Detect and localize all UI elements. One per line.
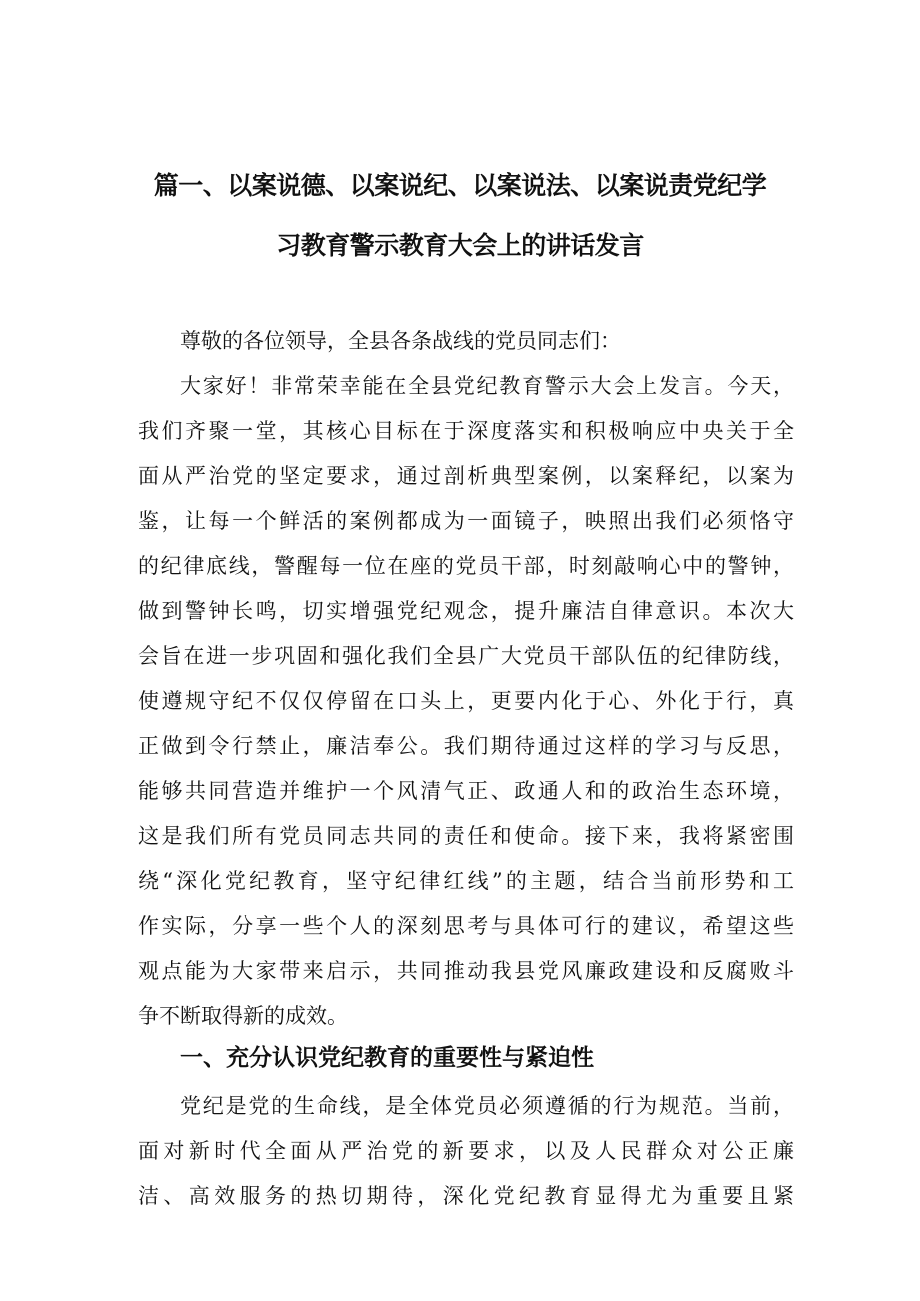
paragraph-line: 能够共同营造并维护一个风清气正、政通人和的政治生态环境， xyxy=(138,779,794,803)
paragraph-line: 党纪是党的生命线，是全体党员必须遵循的行为规范。当前， xyxy=(180,1094,794,1118)
paragraph-line: 我们齐聚一堂，其核心目标在于深度落实和积极响应中央关于全 xyxy=(138,419,794,443)
paragraph-line: 鉴，让每一个鲜活的案例都成为一面镜子，映照出我们必须恪守 xyxy=(138,509,794,533)
paragraph-line: 大家好！非常荣幸能在全县党纪教育警示大会上发言。今天， xyxy=(180,374,794,398)
paragraph-line: 作实际，分享一些个人的深刻思考与具体可行的建议，希望这些 xyxy=(138,914,794,938)
paragraph-line: 面对新时代全面从严治党的新要求，以及人民群众对公正廉 xyxy=(138,1139,794,1163)
paragraph-line: 使遵规守纪不仅仅停留在口头上，更要内化于心、外化于行，真 xyxy=(138,689,794,713)
document-title-line-1: 篇一、以案说德、以案说纪、以案说法、以案说责党纪学 xyxy=(153,171,767,200)
paragraph-line: 洁、高效服务的热切期待，深化党纪教育显得尤为重要且紧 xyxy=(138,1184,794,1208)
paragraph-line: 做到警钟长鸣，切实增强党纪观念，提升廉洁自律意识。本次大 xyxy=(138,599,794,623)
paragraph-line: 正做到令行禁止，廉洁奉公。我们期待通过这样的学习与反思， xyxy=(138,734,794,758)
paragraph-line: 的纪律底线，警醒每一位在座的党员干部，时刻敲响心中的警钟， xyxy=(138,554,794,578)
paragraph-line: 会旨在进一步巩固和强化我们全县广大党员干部队伍的纪律防线， xyxy=(138,644,794,668)
section-heading: 一、充分认识党纪教育的重要性与紧迫性 xyxy=(180,1045,594,1071)
paragraph-line: 面从严治党的坚定要求，通过剖析典型案例，以案释纪，以案为 xyxy=(138,464,794,488)
salutation: 尊敬的各位领导，全县各条战线的党员同志们： xyxy=(180,329,621,353)
paragraph-line: 这是我们所有党员同志共同的责任和使命。接下来，我将紧密围 xyxy=(138,824,794,848)
paragraph-line: 绕“深化党纪教育，坚守纪律红线”的主题，结合当前形势和工 xyxy=(138,869,794,893)
document-title-line-2: 习教育警示教育大会上的讲话发言 xyxy=(276,231,644,260)
paragraph-line: 观点能为大家带来启示，共同推动我县党风廉政建设和反腐败斗 xyxy=(138,959,794,983)
paragraph-line: 争不断取得新的成效。 xyxy=(138,1004,348,1028)
